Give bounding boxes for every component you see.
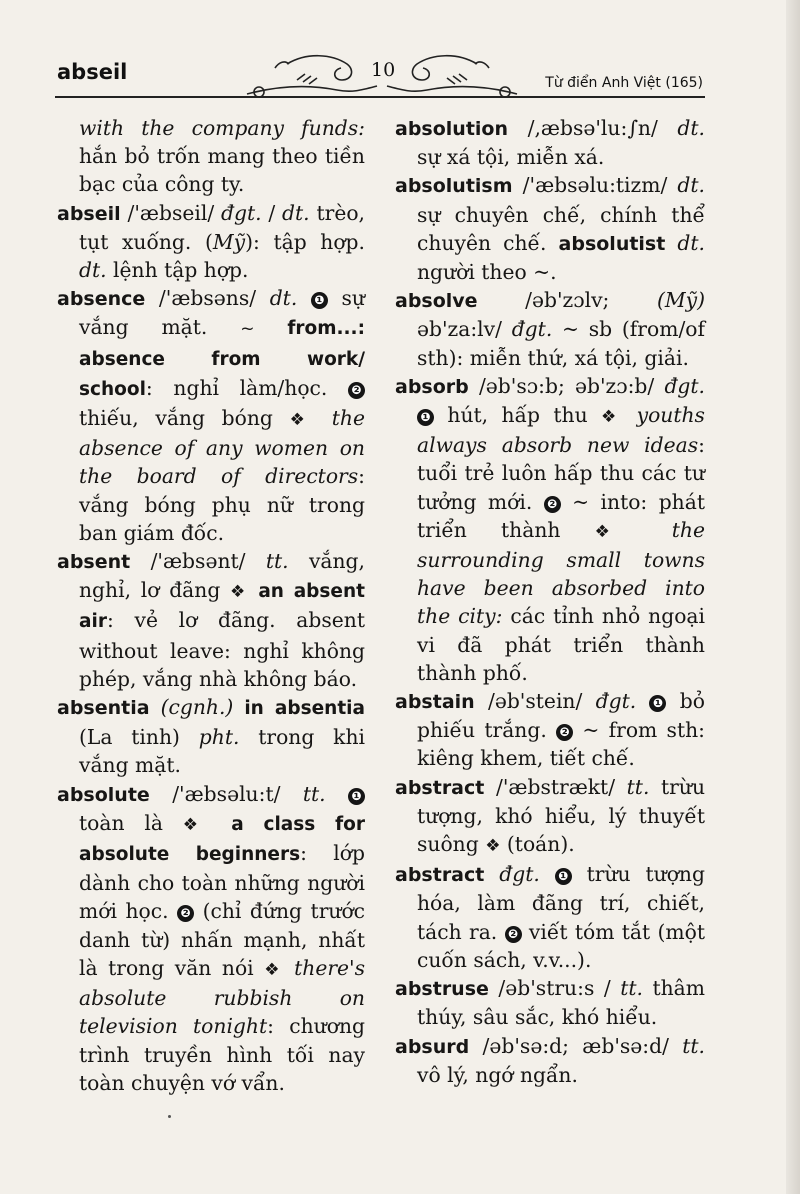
headword: absorb bbox=[395, 375, 469, 398]
part-of-speech: đgt. bbox=[595, 689, 637, 714]
pronunciation: /əb'stein/ bbox=[487, 689, 583, 714]
phrase: from...: absence from work/ school bbox=[79, 318, 365, 400]
entry-absorb bbox=[395, 372, 705, 687]
headword: absolve bbox=[395, 290, 478, 313]
separator: / bbox=[268, 200, 276, 225]
pronunciation: /,æbsə'lu:∫n/ bbox=[527, 116, 658, 140]
pronunciation: əb'za:lv/ bbox=[417, 317, 502, 342]
part-of-speech: tt. bbox=[620, 976, 643, 1001]
definition: lệnh tập hợp. bbox=[113, 258, 249, 283]
example-phrase: the absence of any women on the board of directors bbox=[79, 406, 365, 489]
page-number: 10 bbox=[371, 59, 396, 81]
sub-headword: absolutist bbox=[558, 232, 666, 255]
headword: absolute bbox=[57, 783, 150, 806]
entry-abstain bbox=[395, 687, 705, 773]
book-title: Từ điển Anh Việt (165) bbox=[545, 75, 703, 91]
definition: : tuổi trẻ luôn hấp thu các tư tưởng mới. bbox=[417, 433, 705, 514]
definition: (toán). bbox=[506, 832, 575, 857]
part-of-speech: tt. bbox=[682, 1033, 705, 1058]
definition: trèo, tụt xuống. ( bbox=[79, 200, 365, 254]
usage-label: (cgnh.) bbox=[160, 695, 234, 720]
definition: sự xá tội, miễn xá. bbox=[417, 145, 605, 170]
sense-1-icon: ❶ bbox=[649, 695, 666, 712]
definition: ~ into: phát triển thành bbox=[417, 489, 705, 542]
definition: ~ from sth: kiêng khem, tiết chế. bbox=[417, 718, 705, 771]
definition: : chương trình truyền hình tối nay toàn chuyện vớ vẩn. bbox=[79, 1014, 365, 1095]
phrase: an absent air bbox=[79, 581, 365, 633]
headword: absence bbox=[57, 288, 146, 311]
entry-absent bbox=[57, 547, 365, 693]
sense-1-icon: ❶ bbox=[417, 409, 434, 426]
header-rule bbox=[55, 96, 705, 98]
entry-abstruse bbox=[395, 974, 705, 1031]
example-phrase: the surrounding small towns have been absorbed into the city: bbox=[417, 517, 705, 629]
example-diamond-icon: ❖ bbox=[485, 836, 501, 857]
definition: sự chuyên chế, chính thể chuyên chế. bbox=[417, 202, 705, 255]
pronunciation: /əb'sə:d; æb'sə:d/ bbox=[482, 1033, 669, 1058]
definition: thâm thúy, sâu sắc, khó hiểu. bbox=[417, 976, 705, 1030]
entry-absolutism bbox=[395, 171, 705, 286]
sense-2-icon: ❷ bbox=[544, 496, 561, 513]
definition: trừu tượng, khó hiểu, lý thuyết suông bbox=[417, 774, 706, 857]
headword: abstruse bbox=[395, 978, 489, 1001]
part-of-speech: dt. bbox=[677, 173, 706, 198]
headword: absolutism bbox=[395, 175, 513, 198]
headword: absurd bbox=[395, 1035, 470, 1058]
usage-label: Mỹ bbox=[212, 229, 246, 254]
definition: trong khi vắng mặt. bbox=[79, 725, 365, 778]
definition: vô lý, ngớ ngẩn. bbox=[417, 1062, 578, 1087]
definition: : vắng bóng phụ nữ trong ban giám đốc. bbox=[79, 464, 365, 545]
entry-absolution bbox=[395, 114, 705, 171]
pronunciation: /əb'zɔlv; bbox=[525, 288, 610, 313]
definition: (chỉ đứng trước danh từ) nhấn mạnh, nhất là trong văn nói bbox=[79, 899, 366, 980]
definition: người theo ~. bbox=[417, 260, 557, 285]
definition: (La tinh) bbox=[79, 725, 180, 750]
definition: hút, hấp thu bbox=[447, 403, 588, 428]
tilde-icon: ~ bbox=[240, 319, 255, 340]
headword: abstract bbox=[395, 776, 485, 799]
left-column bbox=[57, 114, 365, 1097]
example-phrase: youths always absorb new ideas bbox=[417, 403, 705, 458]
definition: sự vắng mặt. bbox=[79, 286, 365, 340]
definition: : nghỉ làm/học. bbox=[145, 375, 328, 400]
example-diamond-icon: ❖ bbox=[601, 407, 624, 428]
entry-continued bbox=[57, 114, 365, 199]
entry-abseil bbox=[57, 199, 365, 285]
part-of-speech: đgt. bbox=[664, 373, 705, 398]
part-of-speech: dt. bbox=[282, 200, 310, 225]
translation: hắn bỏ trốn mang theo tiền bạc của công ty. bbox=[79, 144, 365, 197]
example-phrase: there's absolute rubbish on television tonight bbox=[79, 955, 366, 1039]
page-header bbox=[55, 50, 705, 108]
example-diamond-icon: ❖ bbox=[289, 410, 316, 431]
part-of-speech: tt. bbox=[265, 549, 289, 574]
pronunciation: /'æbstrækt/ bbox=[495, 774, 616, 799]
example-phrase: with the company funds: bbox=[79, 116, 365, 140]
usage-label: (Mỹ) bbox=[656, 288, 706, 313]
entry-absolute bbox=[57, 780, 365, 1097]
right-column bbox=[395, 114, 705, 1089]
pronunciation: /'æbsəns/ bbox=[158, 286, 257, 311]
definition: ~ sb (from/of sth): miễn thứ, xá tội, giải. bbox=[417, 317, 705, 370]
part-of-speech: dt. bbox=[677, 230, 705, 255]
headword: abstain bbox=[395, 691, 475, 714]
part-of-speech: tt. bbox=[302, 781, 326, 806]
part-of-speech: đgt. bbox=[220, 200, 262, 225]
definition: vắng, nghỉ, lơ đãng bbox=[79, 549, 365, 603]
entry-abstract-adj bbox=[395, 773, 705, 861]
entry-absurd bbox=[395, 1032, 705, 1089]
guide-word: abseil bbox=[57, 60, 128, 84]
pronunciation: /əb'stru:s / bbox=[498, 976, 611, 1001]
sense-2-icon: ❷ bbox=[177, 905, 194, 922]
part-of-speech: tt. bbox=[626, 774, 650, 799]
part-of-speech: pht. bbox=[198, 725, 240, 750]
part-of-speech: dt. bbox=[79, 258, 107, 283]
pronunciation: /'æbsənt/ bbox=[150, 549, 246, 574]
pronunciation: /'æbseil/ bbox=[127, 200, 215, 225]
entry-absolve bbox=[395, 286, 705, 372]
sense-1-icon: ❶ bbox=[311, 292, 328, 309]
definition: các tỉnh nhỏ ngoại vi đã phát triển thành thành phố. bbox=[417, 604, 705, 685]
pronunciation: /'æbsəlu:tizm/ bbox=[522, 173, 668, 198]
entry-absence bbox=[57, 284, 365, 547]
part-of-speech: đgt. bbox=[499, 862, 540, 887]
definition: toàn là bbox=[79, 810, 163, 835]
sense-2-icon: ❷ bbox=[556, 724, 573, 741]
definition: viết tóm tắt (một cuốn sách, v.v...). bbox=[417, 919, 705, 972]
phrase: in absentia bbox=[244, 698, 365, 720]
sense-2-icon: ❷ bbox=[505, 926, 522, 943]
part-of-speech: dt. bbox=[677, 116, 705, 140]
sense-2-icon: ❷ bbox=[348, 382, 365, 399]
definition: : vẻ lơ đãng. absent without leave: nghỉ không phép, vắng nhà không báo. bbox=[79, 608, 365, 691]
print-speck bbox=[168, 1115, 171, 1118]
definition: bỏ phiếu trắng. bbox=[417, 689, 705, 743]
part-of-speech: dt. bbox=[269, 286, 298, 311]
headword: abseil bbox=[57, 202, 121, 225]
headword: absent bbox=[57, 551, 131, 574]
headword: absentia bbox=[57, 697, 150, 720]
definition: : lớp dành cho toàn những người mới học. bbox=[79, 841, 365, 924]
example-diamond-icon: ❖ bbox=[230, 582, 249, 603]
headword: abstract bbox=[395, 864, 485, 887]
entry-abstract-verb bbox=[395, 860, 705, 974]
definition: thiếu, vắng bóng bbox=[79, 406, 273, 431]
example-diamond-icon: ❖ bbox=[182, 814, 212, 835]
entry-absentia bbox=[57, 693, 365, 780]
pronunciation: /əb'sɔ:b; əb'zɔ:b/ bbox=[478, 373, 655, 398]
definition: trừu tượng hóa, làm đãng trí, chiết, tách ra. bbox=[417, 862, 705, 944]
headword: absolution bbox=[395, 118, 508, 140]
example-diamond-icon: ❖ bbox=[264, 959, 284, 980]
phrase: a class for absolute beginners bbox=[79, 813, 366, 866]
page-edge bbox=[786, 0, 800, 1194]
sense-1-icon: ❶ bbox=[555, 868, 572, 885]
part-of-speech: đgt. bbox=[511, 317, 553, 342]
example-diamond-icon: ❖ bbox=[594, 521, 638, 542]
sense-1-icon: ❶ bbox=[348, 788, 365, 805]
pronunciation: /'æbsəlu:t/ bbox=[172, 781, 281, 806]
definition: ): tập hợp. bbox=[245, 229, 365, 254]
